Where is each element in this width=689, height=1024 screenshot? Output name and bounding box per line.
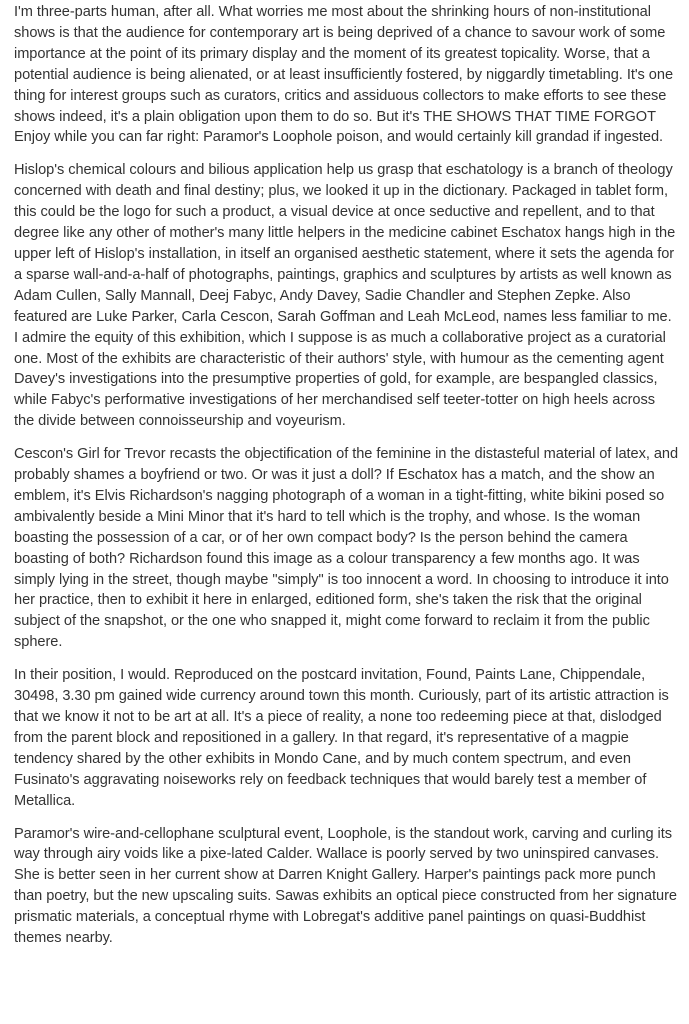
- article-paragraph-2: Hislop's chemical colours and bilious application help us grasp that eschatology is a branch of theology concerned with death and final destiny; plus, we looked it up in the dictionary. Packaged in tablet form, this could be the logo for such a product, a visual device at once seductive and repellent, and to that degree like any other of mother's many little helpers in the medicine cabinet Eschatox hangs high in the upper left of Hislop's installation, in itself an organised aesthetic statement, where it sets the agenda for a sparse wall-and-a-half of photographs, paintings, graphics and sculptures by artists as well known as Adam Cullen, Sally Mannall, Deej Fabyc, Andy Davey, Sadie Chandler and Stephen Zepke. Also featured are Luke Parker, Carla Cescon, Sarah Goffman and Leah McLeod, names less familiar to me. I admire the equity of this exhibition, which I suppose is as much a collaborative project as a curatorial one. Most of the exhibits are characteristic of their authors' style, with humour as the cementing agent Davey's investigations into the presumptive properties of gold, for example, are bespangled classics, while Fabyc's performative investigations of her merchandised self teeter-totter on high heels across the divide between connoisseurship and voyeurism.: [14, 162, 676, 430]
- article-paragraph-4: In their position, I would. Reproduced on the postcard invitation, Found, Paints Lane, Chippendale, 30498, 3.30 pm gained wide currency around town this month. Curiously, part of its artistic attraction is that we know it not to be art at all. It's a piece of reality, a none too redeeming piece at that, dislodged from the parent block and repositioned in a gallery. In that regard, it's representative of a magpie tendency shared by the other exhibits in Mondo Cane, and by much contem spectrum, and even Fusinato's aggravating noiseworks rely on feedback techniques that would barely test a member of Metallica.: [14, 667, 669, 809]
- article-paragraph-5: Paramor's wire-and-cellophane sculptural event, Loophole, is the standout work, carving and curling its way through airy voids like a pixe-lated Calder. Wallace is poorly served by two uninspired canvases. She is better seen in her current show at Darren Knight Gallery. Harper's paintings pack more punch than poetry, but the new upscaling suits. Sawas exhibits an optical piece constructed from her signature prismatic materials, a conceptual rhyme with Lobregat's additive panel paintings on quasi-Buddhist themes nearby.: [14, 825, 677, 947]
- article-paragraph-1: I'm three-parts human, after all. What worries me most about the shrinking hours of non-institutional shows is that the audience for contemporary art is being deprived of a chance to savour work of some importance at the point of its primary display and the moment of its greatest topicality. Worse, that a potential audience is being alienated, or at least insufficiently fostered, by niggardly timetabling. It's one thing for interest groups such as curators, critics and assiduous collectors to make efforts to see these shows indeed, it's a plain obligation upon them to do so. But it's THE SHOWS THAT TIME FORGOT Enjoy while you can far right: Paramor's Loophole poison, and would certainly kill grandad if ingested.: [14, 4, 674, 146]
- article-paragraph-3: Cescon's Girl for Trevor recasts the objectification of the feminine in the distasteful material of latex, and probably shames a boyfriend or two. Or was it just a doll? If Eschatox has a match, and the show an emblem, it's Elvis Richardson's nagging photograph of a woman in a tight-fitting, white bikini posed so ambivalently beside a Mini Minor that it's hard to tell which is the trophy, and whose. Is the woman boasting the possession of a car, or of her own compact body? Is the person behind the camera boasting of both? Richardson found this image as a colour transparency a few months ago. It was simply lying in the street, though maybe "simply" is too innocent a word. In choosing to introduce it into her practice, then to exhibit it here in enlarged, editioned form, she's taken the risk that the original subject of the snapshot, or the one who snapped it, might come forward to reclaim it from the public sphere.: [14, 446, 679, 651]
